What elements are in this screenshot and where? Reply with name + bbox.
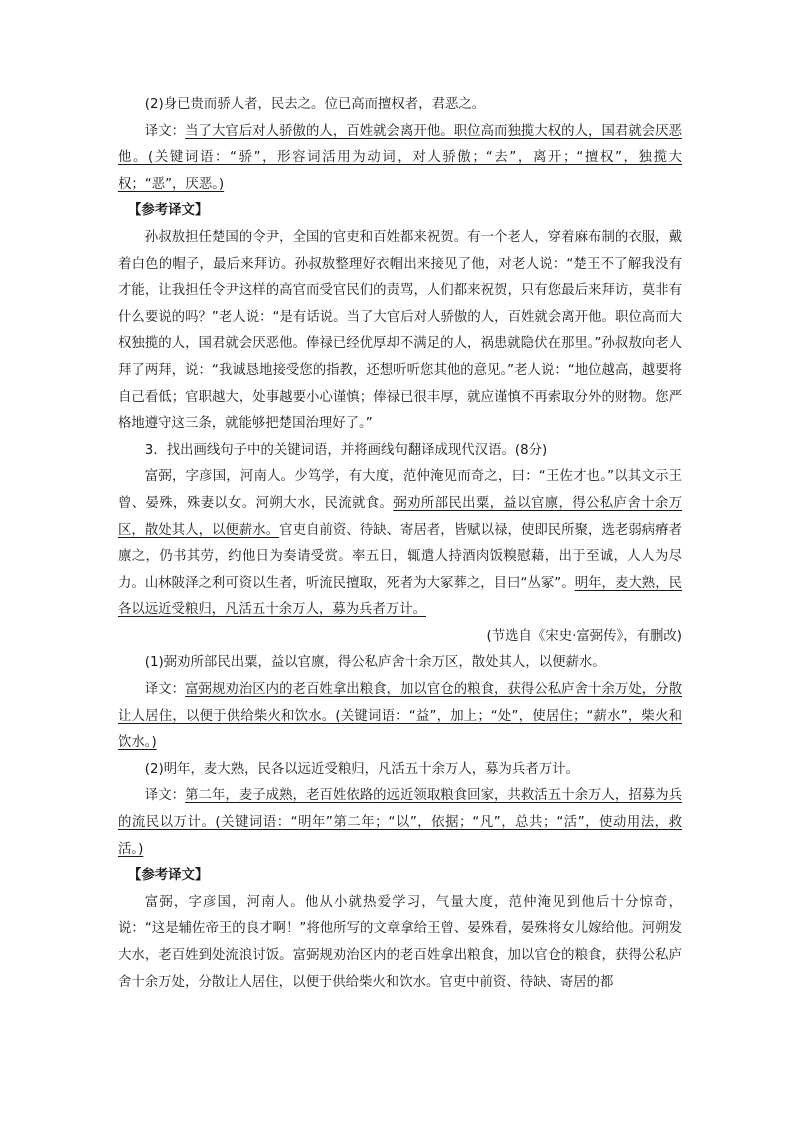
answer-2-paragraph: [118, 119, 682, 199]
question-2-text: (2)身已贵而骄人者，民去之。位已高而擅权者，君恶之。: [144, 97, 486, 112]
passage-text: [118, 464, 682, 624]
subanswer-1-paragraph: [118, 677, 682, 757]
passage-part-1: 富弼，字彦国，河南人。少笃学，有大度，范仲淹见而奇之，曰：“王佐才也。”以其文示王曾、晏殊，殊妻以女。河朔大水，民流就食。: [118, 469, 682, 511]
passage-part-2: 官吏自前资、待缺、寄居者，皆赋以禄，使即民所聚，选老弱病瘠者廪之，仍书其劳，约他日为奏请受赏。率五日，辄遣人持酒肉饭糗慰藉，出于至诚，人人为尽力。山林陂泽之利可资以生者，听流民擅取，死者为大冢葬之，目曰“丛冢”。: [118, 522, 683, 591]
answer-label: 译文：: [144, 682, 186, 698]
answer-label: 译文：: [144, 123, 186, 139]
answer-label: 译文：: [144, 788, 186, 804]
subanswer-2-text: 第二年，麦子成熟，老百姓依路的远近领取粮食回家，共救活五十余万人，招募为兵的流民以万计。(关键词语：“明年”第二年；“以”，依据；“凡”，总共；“活”，使动用法，救活。): [118, 788, 683, 857]
passage-underline-2: 明年，麦大熟，民各以远近受粮归，凡活五十余万人，募为兵者万计。: [118, 575, 682, 618]
document-content: [118, 92, 682, 996]
subanswer-2-paragraph: [118, 783, 682, 863]
passage-source: (节选自《宋史·富弼传》，有删改): [486, 628, 682, 644]
answer-2-text: 当了大官后对人骄傲的人，百姓就会离开他。职位高而独揽大权的人，国君就会厌恶他。(关键词语：“骄”，形容词活用为动词，对人骄傲；“去”，离开；“擅权”，独揽大权；“恶”，厌恶。): [118, 123, 683, 192]
reference-translation-heading: 【参考译文】: [128, 203, 209, 219]
subquestion-1-text: (1)弼劝所部民出粟，益以官廪，得公私庐舍十余万区，散处其人，以便薪水。: [144, 655, 606, 671]
subanswer-1-text: 富弼规劝治区内的老百姓拿出粮食，加以官仓的粮食，获得公私庐舍十余万处，分散让人居住，以便于供给柴火和饮水。(关键词语：“益”，加上；“处”，使居住；“薪水”，柴火和饮水。): [118, 682, 683, 751]
reference-translation-text-2: 富弼，字彦国，河南人。他从小就热爱学习，气量大度，范仲淹见到他后十分惊奇，说：“这是辅佐帝王的良才啊！”将他所写的文章拿给王曾、晏殊看，晏殊将女儿嫁给他。河朔发大水，老百姓到处流浪讨饭。富弼规劝治区内的老百姓拿出粮食，加以官仓的粮食，获得公私庐舍十余万处，分散让人居住，以便于供给柴火和饮水。官吏中前资、待缺、寄居的都: [118, 894, 682, 990]
reference-translation-text: 孙叔敖担任楚国的令尹，全国的官吏和百姓都来祝贺。有一个老人，穿着麻布制的衣服，戴着白色的帽子，最后来拜访。孙叔敖整理好衣帽出来接见了他，对老人说：“楚王不了解我没有才能，让我担任令尹这样的高官而受官民们的责骂，人们都来祝贺，只有您最后来拜访，莫非有什么要说的吗？”老人说：“是有话说。当了大官后对人骄傲的人，百姓就会离开他。职位高而大权独揽的人，国君就会厌恶他。俸禄已经优厚却不满足的人，祸患就隐伏在那里。”孙叔敖向老人拜了两拜，说：“我诚恳地接受您的指教，还想听听您其他的意见。”老人说：“地位越高，越要将自己看低；官职越大，处事越要小心谨慎；俸禄已很丰厚，就应谨慎不再索取分外的财物。您严格地遵守这三条，就能够把楚国治理好了。”: [118, 229, 682, 432]
question-3-prompt: 3．找出画线句子中的关键词语，并将画线句翻译成现代汉语。(8分): [144, 442, 548, 458]
reference-translation-heading-2: 【参考译文】: [128, 868, 209, 884]
subquestion-2-text: (2)明年，麦大熟，民各以远近受粮归，凡活五十余万人，募为兵者万计。: [144, 761, 579, 777]
passage-underline-1: 弼劝所部民出粟，益以官廪，得公私庐舍十余万区，散处其人，以便薪水。: [118, 495, 683, 538]
